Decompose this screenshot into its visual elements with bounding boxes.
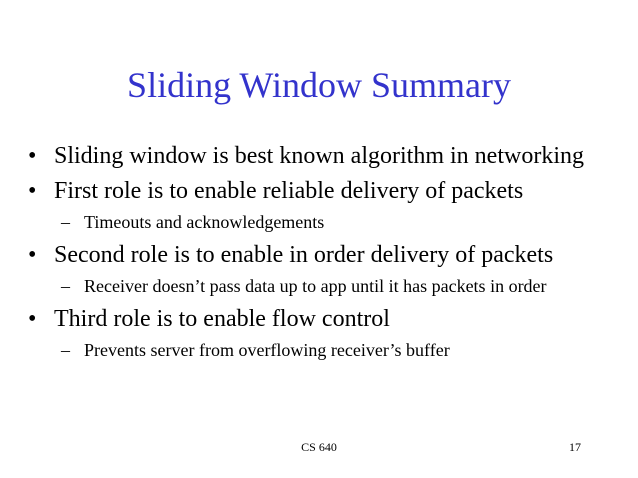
- bullet-text: Third role is to enable flow control: [54, 306, 390, 332]
- dash-icon: –: [61, 276, 70, 296]
- page-number: 17: [569, 440, 581, 454]
- bullet-list: [28, 142, 618, 362]
- dash-icon: –: [61, 340, 70, 360]
- bullet-dot-icon: •: [28, 242, 37, 268]
- bullet-text: Sliding window is best known algorithm in networking: [54, 143, 584, 169]
- dash-icon: –: [61, 212, 70, 232]
- bullet-item: [28, 241, 618, 269]
- bullet-dot-icon: •: [28, 178, 37, 204]
- sub-bullet-text: Prevents server from overflowing receiver’s buffer: [84, 340, 450, 360]
- bullet-dot-icon: •: [28, 306, 37, 332]
- bullet-text: First role is to enable reliable delivery of packets: [54, 178, 524, 204]
- slide-title: Sliding Window Summary: [127, 65, 511, 105]
- sub-bullet-text: Timeouts and acknowledgements: [84, 212, 325, 232]
- sub-bullet-text: Receiver doesn’t pass data up to app until it has packets in order: [84, 276, 547, 296]
- sub-bullet-item: [28, 339, 618, 362]
- bullet-dot-icon: •: [28, 143, 37, 169]
- sub-bullet-item: [28, 275, 554, 298]
- bullet-text: Second role is to enable in order delivery of packets: [54, 242, 554, 268]
- sub-bullet-item: [28, 211, 618, 234]
- bullet-item: [28, 142, 618, 170]
- bullet-item: [28, 177, 618, 205]
- footer-course: CS 640: [301, 440, 337, 454]
- bullet-item: [28, 305, 618, 333]
